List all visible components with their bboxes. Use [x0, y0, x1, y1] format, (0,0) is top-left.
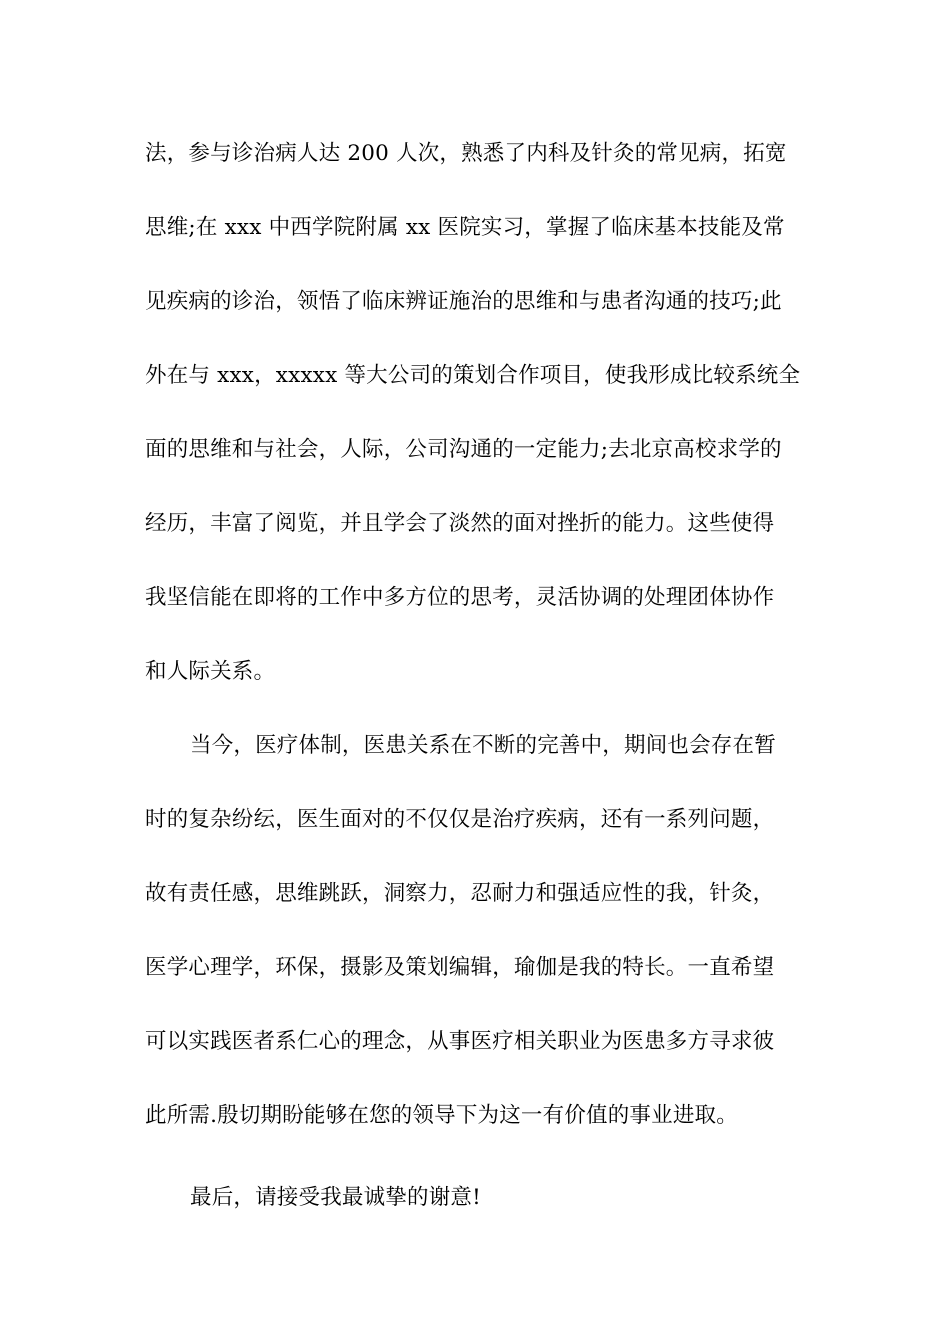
- text-line-7: 我坚信能在即将的工作中多方位的思考，灵活协调的处理团体协作: [145, 585, 775, 610]
- text-line-8: 和人际关系。: [145, 659, 276, 684]
- text-line-2: 思维;在 xxx 中西学院附属 xx 医院实习，掌握了临床基本技能及常: [145, 215, 785, 240]
- text-line-10: 时的复杂纷纭，医生面对的不仅仅是治疗疾病，还有一系列问题，: [145, 807, 775, 832]
- text-line-12: 医学心理学，环保，摄影及策划编辑，瑜伽是我的特长。一直希望: [145, 955, 775, 980]
- text-line-5: 面的思维和与社会，人际，公司沟通的一定能力;去北京高校求学的: [145, 437, 782, 462]
- text-line-4: 外在与 xxx，xxxxx 等大公司的策划合作项目，使我形成比较系统全: [145, 363, 801, 388]
- text-line-15: 最后，请接受我最诚挚的谢意!: [190, 1185, 481, 1210]
- text-line-14: 此所需.殷切期盼能够在您的领导下为这一有价值的事业进取。: [145, 1103, 738, 1128]
- text-line-6: 经历，丰富了阅览，并且学会了淡然的面对挫折的能力。这些使得: [145, 511, 775, 536]
- text-line-11: 故有责任感，思维跳跃，洞察力，忍耐力和强适应性的我，针灸，: [145, 881, 775, 906]
- text-line-9: 当今，医疗体制，医患关系在不断的完善中，期间也会存在暂: [190, 733, 776, 758]
- text-line-1: 法，参与诊治病人达 200 人次，熟悉了内科及针灸的常见病，拓宽: [145, 141, 787, 166]
- text-line-3: 见疾病的诊治，领悟了临床辨证施治的思维和与患者沟通的技巧;此: [145, 289, 782, 314]
- text-line-13: 可以实践医者系仁心的理念，从事医疗相关职业为医患多方寻求彼: [145, 1029, 775, 1054]
